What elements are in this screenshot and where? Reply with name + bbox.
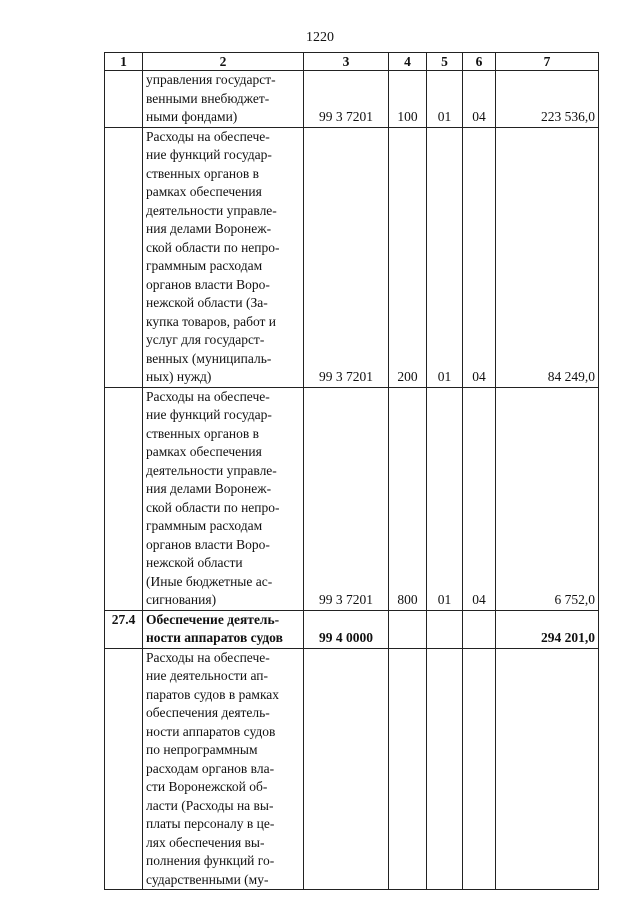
description-line: ской области по непро-: [146, 239, 280, 255]
description-cell: [143, 648, 304, 890]
description-line: услуг для государст-: [146, 332, 265, 347]
description-line: Обеспечение деятель-: [146, 611, 280, 627]
amount-cell: [496, 648, 599, 890]
amount-cell: 294 201,0: [496, 610, 599, 648]
description-line: обеспечения деятель-: [146, 705, 270, 720]
subsection-cell: 04: [463, 387, 496, 610]
code-cell: 99 4 0000: [304, 610, 389, 648]
description-line: ние функций государ-: [146, 147, 272, 162]
description-line: граммным расходам: [146, 258, 263, 273]
col-header-1: 1: [105, 53, 143, 71]
budget-table: [104, 52, 599, 890]
col-header-6: 6: [463, 53, 496, 71]
expense-type-cell: 200: [389, 127, 427, 387]
description-line: по непрограммным: [146, 742, 258, 757]
section-cell: 01: [427, 387, 463, 610]
description-line: граммным расходам: [146, 518, 263, 533]
description-line: управления государст-: [146, 72, 276, 87]
expense-type-cell: [389, 648, 427, 890]
description-cell: [143, 127, 304, 387]
description-line: Расходы на обеспече-: [146, 128, 270, 144]
expense-type-cell: 800: [389, 387, 427, 610]
description-line: полнения функций го-: [146, 853, 275, 868]
table-row: [105, 610, 599, 648]
expense-type-cell: [389, 610, 427, 648]
row-number-cell: [105, 648, 143, 890]
description-line: ственных органов в: [146, 165, 259, 181]
description-line: лях обеспечения вы-: [146, 834, 265, 850]
description-cell: [143, 610, 304, 648]
section-cell: [427, 648, 463, 890]
code-cell: 99 3 7201: [304, 71, 389, 128]
col-header-7: 7: [496, 53, 599, 71]
description-line: Расходы на обеспече-: [146, 649, 270, 665]
description-line: ности аппаратов судов: [146, 630, 283, 645]
description-line: органов власти Воро-: [146, 276, 270, 292]
description-line: органов власти Воро-: [146, 536, 270, 552]
expense-type-cell: 100: [389, 71, 427, 128]
description-line: сударственными (му-: [146, 871, 269, 887]
description-line: венных (муниципаль-: [146, 350, 272, 366]
description-line: платы персоналу в це-: [146, 816, 275, 831]
description-line: деятельности управле-: [146, 462, 277, 478]
code-cell: [304, 648, 389, 890]
row-number-cell: [105, 387, 143, 610]
table-body: [105, 71, 599, 890]
row-number-cell: [105, 127, 143, 387]
description-line: сти Воронежской об-: [146, 779, 268, 794]
subsection-cell: [463, 648, 496, 890]
description-cell: [143, 71, 304, 128]
subsection-cell: 04: [463, 71, 496, 128]
header-row: [105, 53, 599, 71]
col-header-3: 3: [304, 53, 389, 71]
col-header-5: 5: [427, 53, 463, 71]
amount-cell: 84 249,0: [496, 127, 599, 387]
subsection-cell: 04: [463, 127, 496, 387]
description-line: нежской области: [146, 555, 243, 570]
description-line: ными фондами): [146, 109, 238, 124]
description-line: нежской области (За-: [146, 295, 268, 310]
description-line: венными внебюджет-: [146, 90, 270, 106]
table-row: [105, 127, 599, 387]
col-header-2: 2: [143, 53, 304, 71]
amount-cell: 6 752,0: [496, 387, 599, 610]
description-line: купка товаров, работ и: [146, 313, 277, 329]
description-line: Расходы на обеспече-: [146, 388, 270, 404]
code-cell: 99 3 7201: [304, 127, 389, 387]
description-line: ных) нужд): [146, 369, 212, 384]
description-line: рамках обеспечения: [146, 184, 262, 199]
subsection-cell: [463, 610, 496, 648]
description-line: ласти (Расходы на вы-: [146, 797, 274, 813]
description-line: деятельности управле-: [146, 202, 277, 218]
description-line: (Иные бюджетные ас-: [146, 573, 273, 589]
col-header-4: 4: [389, 53, 427, 71]
description-cell: [143, 387, 304, 610]
description-line: ственных органов в: [146, 425, 259, 441]
description-line: расходам органов вла-: [146, 760, 275, 776]
row-number-cell: [105, 71, 143, 128]
section-cell: 01: [427, 127, 463, 387]
description-line: ние функций государ-: [146, 407, 272, 422]
row-number-cell: 27.4: [105, 610, 143, 648]
description-line: сигнования): [146, 592, 217, 607]
description-line: ние деятельности ап-: [146, 668, 269, 683]
page-number: 1220: [306, 30, 334, 45]
table-row: [105, 71, 599, 128]
code-cell: 99 3 7201: [304, 387, 389, 610]
section-cell: 01: [427, 71, 463, 128]
description-line: ния делами Воронеж-: [146, 221, 272, 236]
description-line: ской области по непро-: [146, 499, 280, 515]
description-line: паратов судов в рамках: [146, 686, 280, 702]
table-row: [105, 648, 599, 890]
description-line: ния делами Воронеж-: [146, 481, 272, 496]
table-row: [105, 387, 599, 610]
section-cell: [427, 610, 463, 648]
description-line: рамках обеспечения: [146, 444, 262, 459]
amount-cell: 223 536,0: [496, 71, 599, 128]
description-line: ности аппаратов судов: [146, 723, 276, 739]
